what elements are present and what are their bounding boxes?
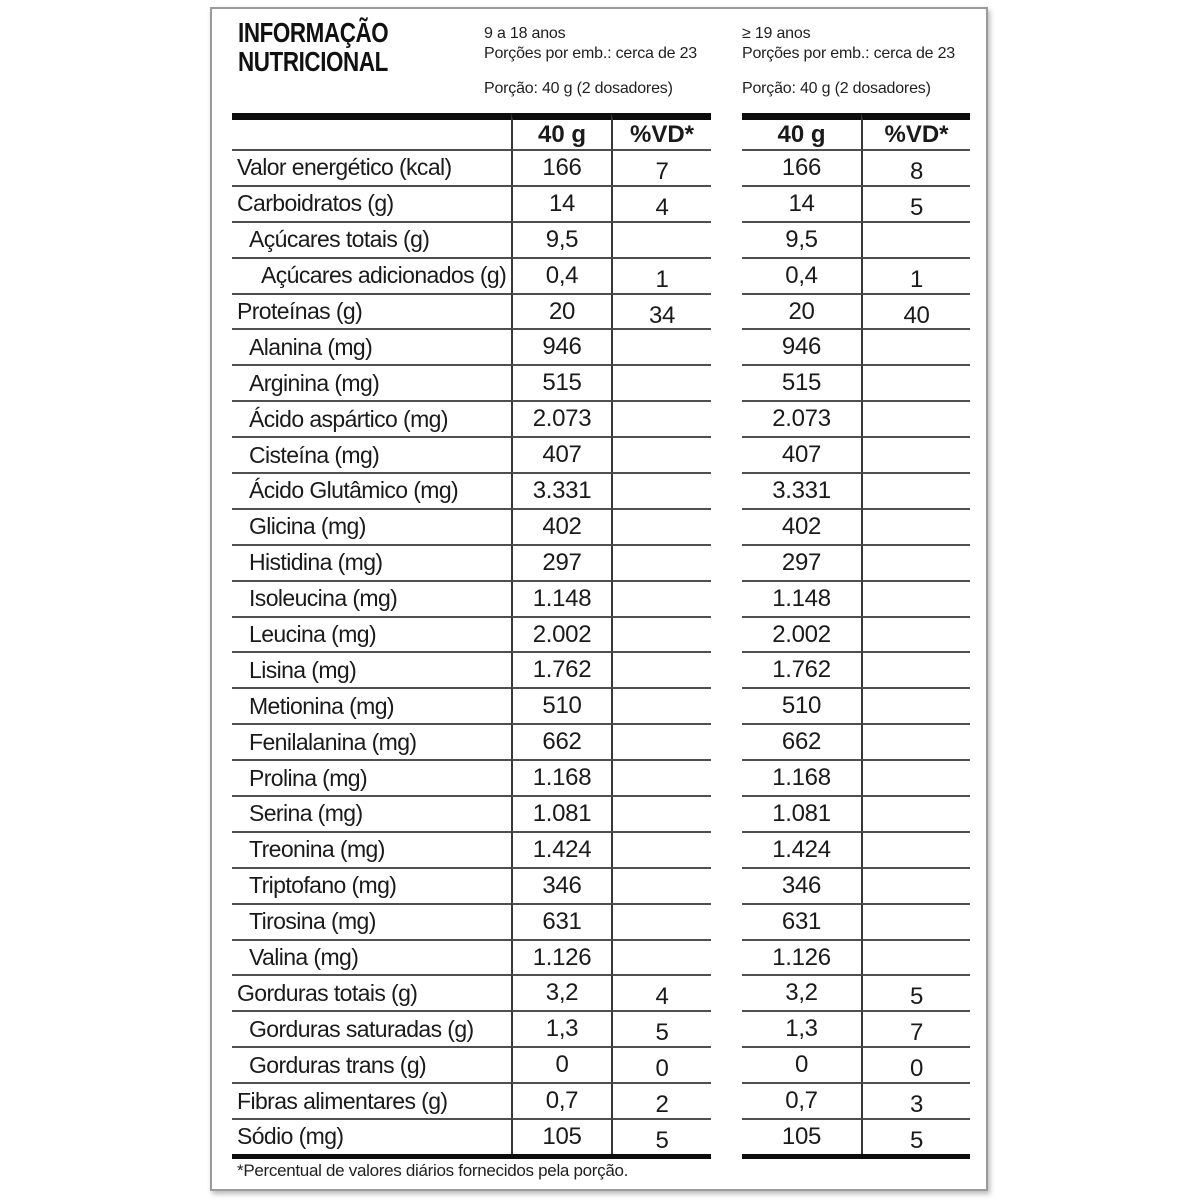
age-group-header-19-plus [742, 24, 955, 99]
dv-value [611, 687, 711, 723]
servings-per-pack: Porções por emb.: cerca de 23 [742, 45, 955, 62]
amount-value: 946 [511, 328, 611, 364]
amount-value: 0,7 [511, 1082, 611, 1118]
dv-value [611, 1010, 711, 1046]
amount-value: 9,5 [511, 221, 611, 257]
amount-value: 2.002 [742, 616, 861, 652]
amount-value: 3.331 [511, 472, 611, 508]
dv-value [861, 867, 970, 903]
dv-value [611, 472, 711, 508]
dv-value [611, 1082, 711, 1118]
dv-value [861, 580, 970, 616]
nutrient-label: Isoleucina (mg) [232, 580, 511, 616]
age-range: ≥ 19 anos [742, 25, 811, 42]
dv-value [611, 1118, 711, 1154]
amount-value: 510 [742, 687, 861, 723]
amount-value: 20 [742, 293, 861, 329]
dv-value [611, 759, 711, 795]
dv-value-text: 7 [655, 157, 669, 185]
amount-value: 166 [511, 149, 611, 185]
amount-value: 515 [511, 364, 611, 400]
nutrient-label: Serina (mg) [232, 795, 511, 831]
dv-value [611, 616, 711, 652]
dv-value-text: 5 [909, 193, 924, 221]
dv-value [611, 723, 711, 759]
amount-value: 3,2 [511, 974, 611, 1010]
dv-value-text: 7 [909, 1019, 924, 1047]
amount-value: 1.168 [742, 759, 861, 795]
dv-value [611, 544, 711, 580]
amount-value: 105 [742, 1118, 861, 1154]
nutrient-label: Fenilalanina (mg) [232, 723, 511, 759]
dv-value [861, 616, 970, 652]
dv-value-text: 1 [655, 265, 669, 293]
nutrient-label: Metionina (mg) [232, 687, 511, 723]
dv-value-text: 3 [909, 1091, 924, 1119]
dv-value [611, 831, 711, 867]
amount-value: 407 [511, 436, 611, 472]
nutrient-label: Cisteína (mg) [232, 436, 511, 472]
amount-value: 1.168 [511, 759, 611, 795]
amount-value: 1.081 [511, 795, 611, 831]
dv-value-text: 0 [909, 1055, 924, 1083]
amount-value: 1,3 [511, 1010, 611, 1046]
amount-value: 0,4 [742, 257, 861, 293]
age-group-header-9-18 [484, 24, 697, 99]
dv-value [861, 185, 970, 221]
amount-value: 0 [742, 1046, 861, 1082]
dv-col-header: %VD* [861, 113, 970, 149]
dv-value [611, 436, 711, 472]
dv-value-text: 5 [909, 1126, 924, 1154]
nutrient-label: Sódio (mg) [232, 1118, 511, 1154]
nutrient-label: Gorduras saturadas (g) [232, 1010, 511, 1046]
dv-value [611, 149, 711, 185]
amount-value: 9,5 [742, 221, 861, 257]
nutrient-label: Fibras alimentares (g) [232, 1082, 511, 1118]
nutrient-label: Açúcares totais (g) [232, 221, 511, 257]
amount-value: 2.002 [511, 616, 611, 652]
nutrient-label: Gorduras trans (g) [232, 1046, 511, 1082]
dv-value [861, 1118, 970, 1154]
footnote: *Percentual de valores diários fornecidos pela porção. [237, 1161, 629, 1180]
dv-value-text: 0 [655, 1055, 669, 1083]
amount-value: 1.148 [742, 580, 861, 616]
serving-size: Porção: 40 g (2 dosadores) [484, 80, 673, 97]
dv-value-text: 40 [903, 301, 930, 329]
label-col-header [232, 113, 511, 149]
amount-value: 346 [511, 867, 611, 903]
amount-value: 0 [511, 1046, 611, 1082]
dv-value [861, 974, 970, 1010]
dv-value [611, 328, 711, 364]
dv-value [611, 939, 711, 975]
amount-col-header: 40 g [511, 113, 611, 149]
amount-value: 1.762 [742, 651, 861, 687]
dv-col-header: %VD* [611, 113, 711, 149]
nutrient-label: Ácido Glutâmico (mg) [232, 472, 511, 508]
dv-value [861, 831, 970, 867]
nutrient-label: Valina (mg) [232, 939, 511, 975]
amount-value: 407 [742, 436, 861, 472]
label-box [210, 7, 988, 1191]
nutrient-label: Açúcares adicionados (g) [232, 257, 511, 293]
dv-value [861, 436, 970, 472]
page-title: INFORMAÇÃO NUTRICIONAL [238, 17, 389, 77]
amount-value: 510 [511, 687, 611, 723]
dv-value [611, 903, 711, 939]
dv-value [861, 939, 970, 975]
dv-value-text: 8 [909, 157, 924, 185]
dv-value [611, 221, 711, 257]
dv-value [861, 257, 970, 293]
dv-value-text: 5 [655, 1126, 669, 1154]
amount-value: 1.424 [511, 831, 611, 867]
nutrient-label: Gorduras totais (g) [232, 974, 511, 1010]
dv-value-text: 34 [648, 301, 676, 329]
dv-value [861, 903, 970, 939]
amount-col-header: 40 g [742, 113, 861, 149]
amount-value: 0,7 [742, 1082, 861, 1118]
dv-value [611, 185, 711, 221]
nutrient-label: Triptofano (mg) [232, 867, 511, 903]
dv-value [611, 400, 711, 436]
amount-value: 1.148 [511, 580, 611, 616]
nutrient-label: Lisina (mg) [232, 651, 511, 687]
dv-value [611, 867, 711, 903]
amount-value: 0,4 [511, 257, 611, 293]
dv-value [861, 1046, 970, 1082]
dv-value-text: 4 [655, 983, 669, 1011]
dv-value [611, 508, 711, 544]
dv-value [611, 795, 711, 831]
amount-value: 1.126 [742, 939, 861, 975]
nutrient-label: Tirosina (mg) [232, 903, 511, 939]
dv-value [861, 1010, 970, 1046]
dv-value [611, 651, 711, 687]
amount-value: 3.331 [742, 472, 861, 508]
amount-value: 14 [742, 185, 861, 221]
dv-value [861, 149, 970, 185]
amount-value: 662 [742, 723, 861, 759]
nutrient-label: Valor energético (kcal) [232, 149, 511, 185]
dv-value [861, 293, 970, 329]
servings-per-pack: Porções por emb.: cerca de 23 [484, 45, 697, 62]
dv-value [611, 364, 711, 400]
serving-size: Porção: 40 g (2 dosadores) [742, 80, 931, 97]
dv-value [861, 364, 970, 400]
dv-value [861, 544, 970, 580]
amount-value: 402 [742, 508, 861, 544]
nutrient-label: Leucina (mg) [232, 616, 511, 652]
amount-value: 2.073 [511, 400, 611, 436]
amount-value: 166 [742, 149, 861, 185]
dv-value [861, 508, 970, 544]
amount-value: 946 [742, 328, 861, 364]
dv-value [611, 974, 711, 1010]
amount-value: 631 [742, 903, 861, 939]
table-bottom-bar [232, 1154, 711, 1159]
amount-value: 662 [511, 723, 611, 759]
amount-value: 14 [511, 185, 611, 221]
table-left [232, 113, 711, 1159]
dv-value [861, 1082, 970, 1118]
amount-value: 1.126 [511, 939, 611, 975]
dv-value [861, 687, 970, 723]
dv-value-text: 4 [655, 193, 669, 221]
amount-value: 631 [511, 903, 611, 939]
amount-value: 20 [511, 293, 611, 329]
nutrient-label: Arginina (mg) [232, 364, 511, 400]
dv-value-text: 2 [655, 1091, 669, 1119]
nutrient-label: Ácido aspártico (mg) [232, 400, 511, 436]
amount-value: 297 [511, 544, 611, 580]
nutrient-label: Prolina (mg) [232, 759, 511, 795]
dv-value [611, 293, 711, 329]
nutrient-label: Alanina (mg) [232, 328, 511, 364]
dv-value [861, 723, 970, 759]
dv-value [861, 795, 970, 831]
dv-value [861, 400, 970, 436]
dv-value [611, 1046, 711, 1082]
amount-value: 1.762 [511, 651, 611, 687]
nutrient-label: Carboidratos (g) [232, 185, 511, 221]
age-range: 9 a 18 anos [484, 25, 566, 42]
amount-value: 346 [742, 867, 861, 903]
nutrient-label: Glicina (mg) [232, 508, 511, 544]
dv-value-text: 5 [655, 1019, 669, 1047]
amount-value: 297 [742, 544, 861, 580]
dv-value [861, 221, 970, 257]
amount-value: 1,3 [742, 1010, 861, 1046]
dv-value-text: 1 [909, 265, 924, 293]
amount-value: 2.073 [742, 400, 861, 436]
dv-value [861, 759, 970, 795]
dv-value [611, 257, 711, 293]
dv-value [611, 580, 711, 616]
amount-value: 1.081 [742, 795, 861, 831]
table-right [742, 113, 970, 1159]
amount-value: 515 [742, 364, 861, 400]
nutrient-label: Proteínas (g) [232, 293, 511, 329]
amount-value: 105 [511, 1118, 611, 1154]
nutrient-label: Treonina (mg) [232, 831, 511, 867]
dv-value [861, 328, 970, 364]
dv-value [861, 651, 970, 687]
table-bottom-bar [742, 1154, 970, 1159]
amount-value: 1.424 [742, 831, 861, 867]
amount-value: 3,2 [742, 974, 861, 1010]
nutrient-label: Histidina (mg) [232, 544, 511, 580]
dv-value [861, 472, 970, 508]
dv-value-text: 5 [909, 983, 924, 1011]
amount-value: 402 [511, 508, 611, 544]
